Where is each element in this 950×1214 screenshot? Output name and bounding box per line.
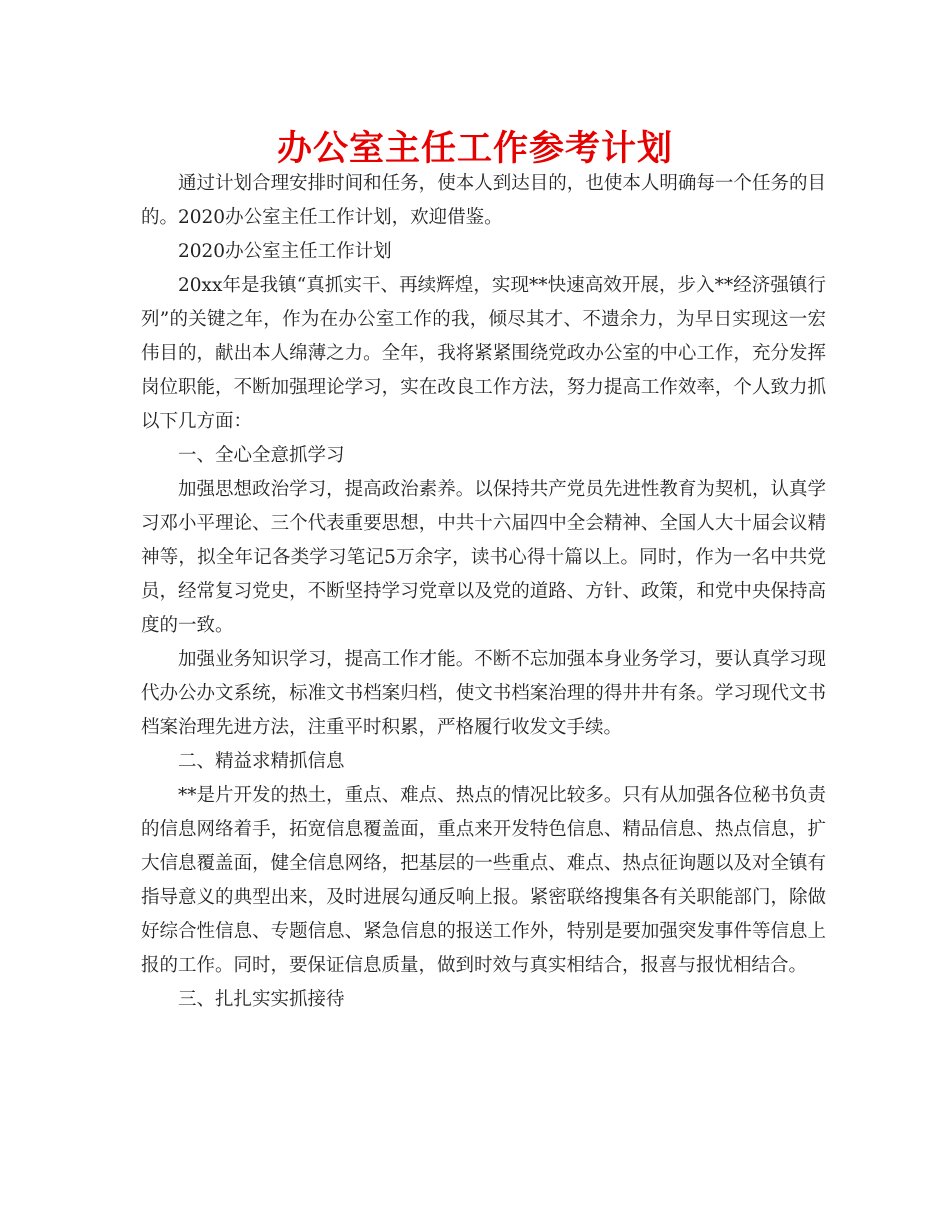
document-body <box>141 167 826 1017</box>
information-paragraph: **是片开发的热土，重点、难点、热点的情况比较多。只有从加强各位秘书负责的信息网络着手，拓宽信息覆盖面，重点来开发特色信息、精品信息、热点信息，扩大信息覆盖面，健全信息网络，把基层的一些重点、难点、热点征询题以及对全镇有指导意义的典型出来，及时进展勾通反响上报。紧密联络搜集各有关职能部门，除做好综合性信息、专题信息、紧急信息的报送工作外，特别是要加强突发事件等信息上报的工作。同时，要保证信息质量，做到时效与真实相结合，报喜与报忧相结合。 <box>141 785 826 976</box>
political-study-paragraph: 加强思想政治学习，提高政治素养。以保持共产党员先进性教育为契机，认真学习邓小平理论、三个代表重要思想，中共十六届四中全会精神、全国人大十届会议精神等，拟全年记各类学习笔记5万余字，读书心得十篇以上。同时，作为一名中共党员，经常复习党史，不断坚持学习党章以及党的道路、方针、政策，和党中央保持高度的一致。 <box>141 479 826 636</box>
business-study-paragraph: 加强业务知识学习，提高工作才能。不断不忘加强本身业务学习，要认真学习现代办公办文系统，标准文书档案归档，使文书档案治理的得井井有条。学习现代文书档案治理先进方法，注重平时积累，严格履行收发文手续。 <box>141 649 826 738</box>
section-heading-reception: 三、扎扎实实抓接待 <box>178 989 345 1010</box>
document-title: 办公室主任工作参考计划 <box>276 129 673 169</box>
section-heading-study: 一、全心全意抓学习 <box>178 445 345 466</box>
overview-paragraph: 20xx年是我镇“真抓实干、再续辉煌，实现**快速高效开展，步入**经济强镇行列”的关键之年，作为在办公室工作的我，倾尽其才、不遗余力，为早日实现这一宏伟目的，献出本人绵薄之力。全年，我将紧紧围绕党政办公室的中心工作，充分发挥岗位职能，不断加强理论学习，实在改良工作方法，努力提高工作效率，个人致力抓以下几方面： <box>141 275 826 432</box>
intro-paragraph: 通过计划合理安排时间和任务，使本人到达目的，也使本人明确每一个任务的目的。2020办公室主任工作计划，欢迎借鉴。 <box>141 173 826 228</box>
section-heading-information: 二、精益求精抓信息 <box>178 751 345 772</box>
plan-subtitle: 2020办公室主任工作计划 <box>178 241 392 262</box>
